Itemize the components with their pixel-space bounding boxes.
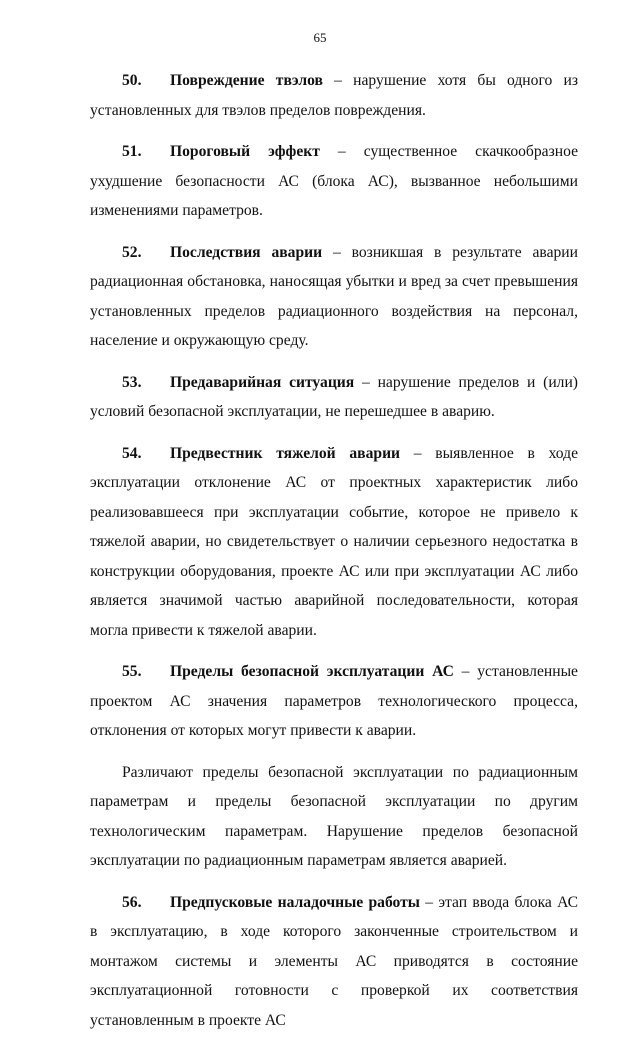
- definition-56: [90, 888, 578, 1036]
- definition-number: 53.: [122, 373, 142, 391]
- definition-term: Последствия аварии: [170, 243, 323, 261]
- definition-text: – этап ввода блока АС в эксплуатацию, в ходе которого законченные строительством и монтажом системы и элементы АС приводятся в состояние эксплуатационной готовности с проверкой их соответствия установленным в проекте АС: [90, 893, 578, 1029]
- definition-55: [90, 657, 578, 746]
- definition-number: 54.: [122, 444, 142, 462]
- definition-term: Пределы безопасной эксплуатации АС: [170, 663, 454, 680]
- definition-number: 50.: [122, 72, 142, 89]
- definition-54: [90, 439, 578, 646]
- definition-number: 56.: [122, 893, 142, 911]
- definition-52: [90, 238, 578, 356]
- definition-term: Предаварийная ситуация: [170, 373, 355, 391]
- definition-number: 52.: [122, 243, 142, 261]
- definition-51: [90, 137, 578, 226]
- definition-50: [90, 66, 578, 125]
- page-number: 65: [313, 30, 327, 45]
- definition-term: Повреждение твэлов: [170, 72, 323, 89]
- definition-text: – существенное скачкообразное ухудшение безопасности АС (блока АС), вызванное небольшими изменениями параметров.: [90, 143, 578, 219]
- definition-term: Предвестник тяжелой аварии: [170, 444, 401, 462]
- definition-text: – установленные проектом АС значения параметров технологического процесса, отклонения от которых могут привести к аварии.: [90, 663, 578, 739]
- definition-number: 51.: [122, 143, 142, 160]
- definition-text: – возникшая в результате аварии радиационная обстановка, наносящая убытки и вред за счет превышения установленных пределов радиационного воздействия на персонал, население и окружающую среду.: [90, 243, 578, 349]
- definition-term: Предпусковые наладочные работы: [170, 893, 420, 911]
- definition-text: – выявленное в ходе эксплуатации отклонение АС от проектных характеристик либо реализовавшееся при эксплуатации событие, которое не привело к тяжелой аварии, но свидетельствует о наличии серьезного недостатка в конструкции оборудования, проекте АС или при эксплуатации АС либо является значимой частью аварийной последовательности, которая могла привести к тяжелой аварии.: [90, 444, 578, 639]
- definition-term: Пороговый эффект: [170, 143, 320, 160]
- definition-number: 55.: [122, 663, 142, 680]
- definition-text: – нарушение хотя бы одного из установленных для твэлов пределов повреждения.: [90, 72, 578, 119]
- definition-53: [90, 368, 578, 427]
- plain-paragraph: Различают пределы безопасной эксплуатации по радиационным параметрам и пределы безопасной эксплуатации по другим технологическим параметрам. Нарушение пределов безопасной эксплуатации по радиационным параметрам является аварией.: [90, 763, 578, 869]
- definition-text: – нарушение пределов и (или) условий безопасной эксплуатации, не перешедшее в аварию.: [90, 373, 578, 420]
- page-content: [90, 66, 578, 1047]
